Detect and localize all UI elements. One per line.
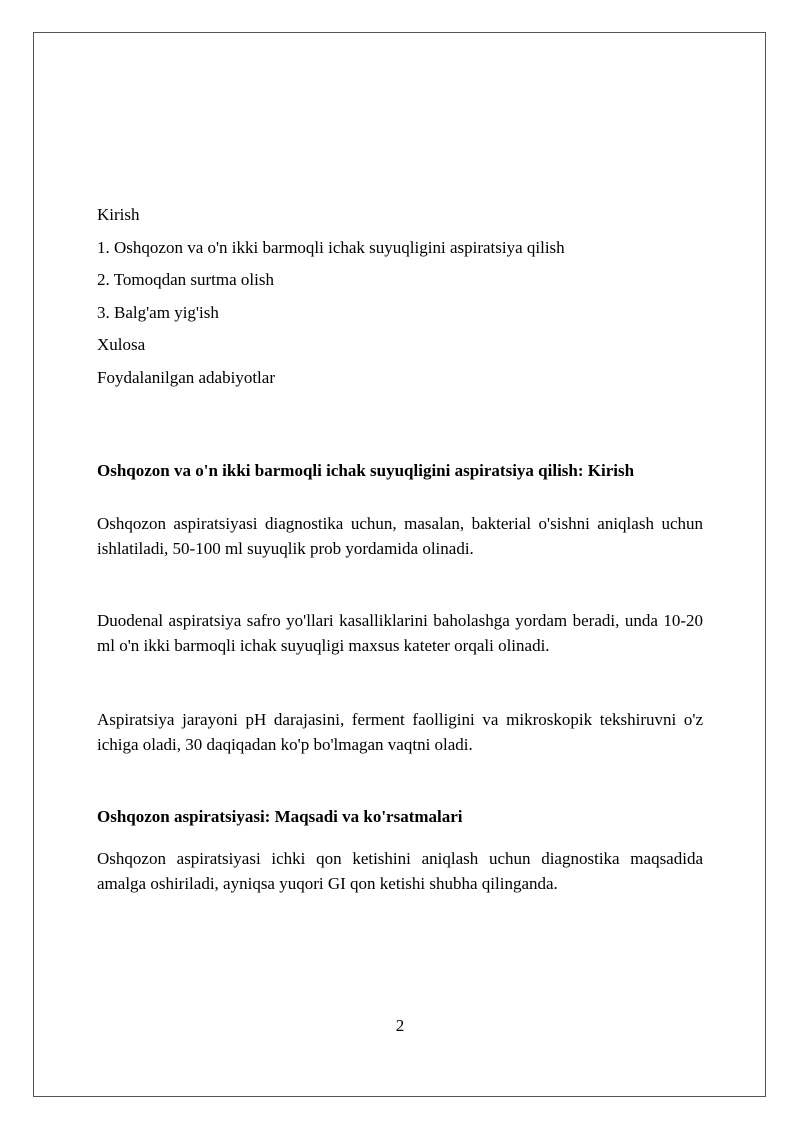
section1-heading-block	[97, 459, 703, 483]
toc-item-conclusion: Xulosa	[97, 335, 146, 355]
toc-item-1: 1. Oshqozon va o'n ikki barmoqli ichak suyuqligini aspiratsiya qilish	[97, 237, 565, 257]
section2-heading-block	[97, 805, 703, 829]
table-of-contents	[97, 199, 707, 395]
section1-paragraph-2: Duodenal aspiratsiya safro yo'llari kasalliklarini baholashga yordam beradi, unda 10-20 ml o'n ikki barmoqli ichak suyuqligi maxsus kateter orqali olinadi.	[97, 611, 703, 655]
toc-item-3: 3. Balg'am yig'ish	[97, 302, 219, 322]
toc-item-references: Foydalanilgan adabiyotlar	[97, 367, 275, 387]
section1-paragraph-3: Aspiratsiya jarayoni pH darajasini, ferment faolligini va mikroskopik tekshiruvni o'z ichiga oladi, 30 daqiqadan ko'p bo'lmagan vaqtni oladi.	[97, 710, 703, 754]
section1-paragraph-3-block	[97, 708, 703, 757]
section1-paragraph-1-block	[97, 512, 703, 561]
section1-heading: Oshqozon va o'n ikki barmoqli ichak suyuqligini aspiratsiya qilish: Kirish	[97, 461, 635, 480]
section2-paragraph-1-block	[97, 847, 703, 896]
section2-heading: Oshqozon aspiratsiyasi: Maqsadi va ko'rsatmalari	[97, 807, 463, 826]
section2-paragraph-1: Oshqozon aspiratsiyasi ichki qon ketishini aniqlash uchun diagnostika maqsadida amalga oshiriladi, ayniqsa yuqori GI qon ketishi shubha qilinganda.	[97, 849, 703, 893]
toc-item-2: 2. Tomoqdan surtma olish	[97, 270, 274, 290]
section1-paragraph-2-block	[97, 609, 703, 658]
page-border	[33, 32, 766, 1097]
toc-item-introduction: Kirish	[97, 205, 140, 224]
section1-paragraph-1: Oshqozon aspiratsiyasi diagnostika uchun, masalan, bakterial o'sishni aniqlash uchun ishlatiladi, 50-100 ml suyuqlik prob yordamida olinadi.	[97, 514, 703, 558]
page-number: 2	[395, 1016, 405, 1035]
